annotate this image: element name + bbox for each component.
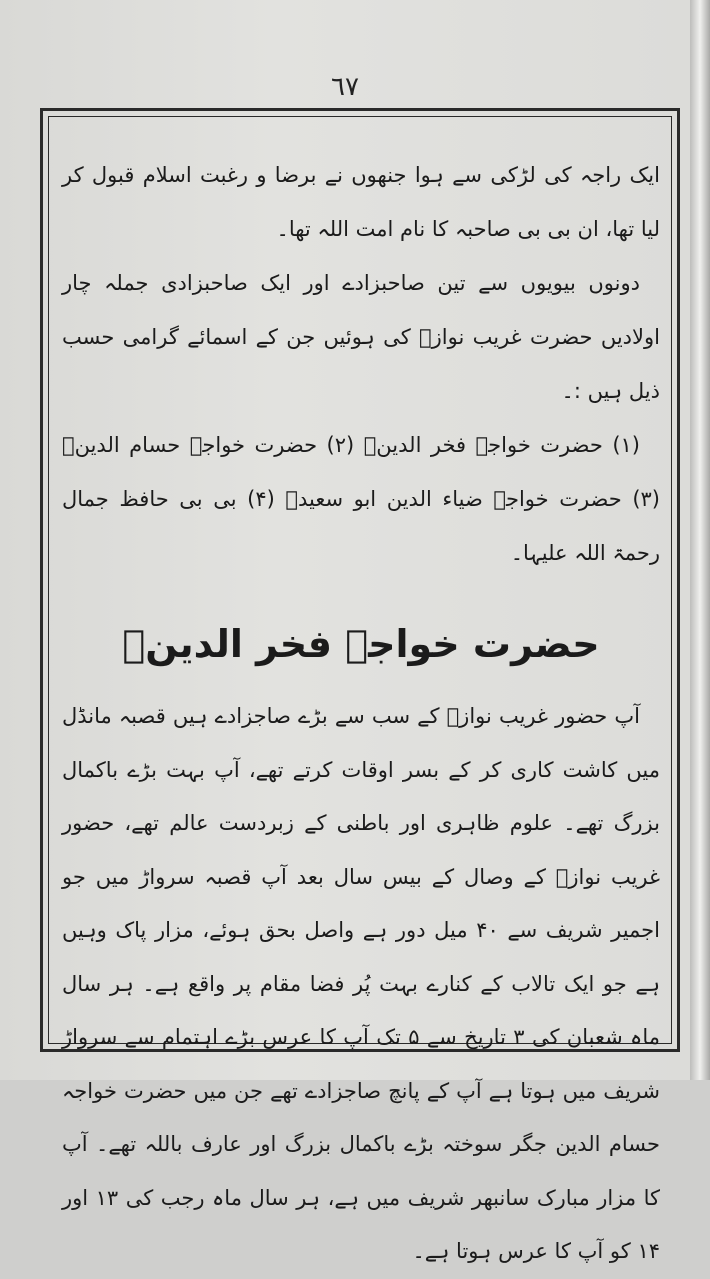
page-number: ٦٧: [331, 72, 359, 102]
section-body: آپ حضور غریب نوازؒ کے سب سے بڑے صاجزادے ہیں قصبہ مانڈل میں کاشت کاری کر کے بسر اوقات کرتے تھے، آپ بہت بڑے باکمال بزرگ تھے۔ علوم ظاہری اور باطنی کے زبردست عالم تھے، حضور غریب نوازؒ کے وصال کے بیس سال بعد آپ قصبہ سرواڑ میں جو اجمیر شریف سے ۴۰ میل دور ہے واصل بحق ہوئے، مزار پاک وہیں ہے جو ایک تالاب کے کنارے بہت پُر فضا مقام پر واقع ہے۔ ہر سال ماہ شعبان کی ۳ تاریخ سے ۵ تک آپ کا عرس بڑے اہتمام سے سرواڑ شریف میں ہوتا ہے آپ کے پانچ صاجزادے تھے جن میں حضرت خواجہ حسام الدین جگر سوختہ بڑے باکمال بزرگ اور عارف باللہ تھے۔ آپ کا مزار مبارک سانبھر شریف میں ہے، ہر سال ماہ رجب کی ۱۳ اور ۱۴ کو آپ کا عرس ہوتا ہے۔: [62, 704, 661, 1263]
intro-paragraph-2: دونوں بیویوں سے تین صاحبزادے اور ایک صاحبزادی جملہ چار اولادیں حضرت غریب نوازؒ کی ہوئیں جن کے اسمائے گرامی حسب ذیل ہیں :۔: [62, 271, 660, 403]
intro-paragraph-1: ایک راجہ کی لڑکی سے ہوا جنھوں نے برضا و رغبت اسلام قبول کر لیا تھا، ان بی بی صاحبہ کا نام امت اللہ تھا۔: [62, 163, 660, 241]
children-list: (۱) حضرت خواجہ فخر الدینؒ (۲) حضرت خواجہ حسام الدینؒ (۳) حضرت خواجہ ضیاء الدین ابو سعیدؒ (۴) بی بی حافظ جمال رحمۃ اللہ علیہا۔: [62, 433, 660, 565]
section-heading: حضرت خواجہ فخر الدینؒ: [122, 622, 600, 666]
book-spine: [690, 0, 710, 1080]
page-content: [62, 148, 660, 1279]
